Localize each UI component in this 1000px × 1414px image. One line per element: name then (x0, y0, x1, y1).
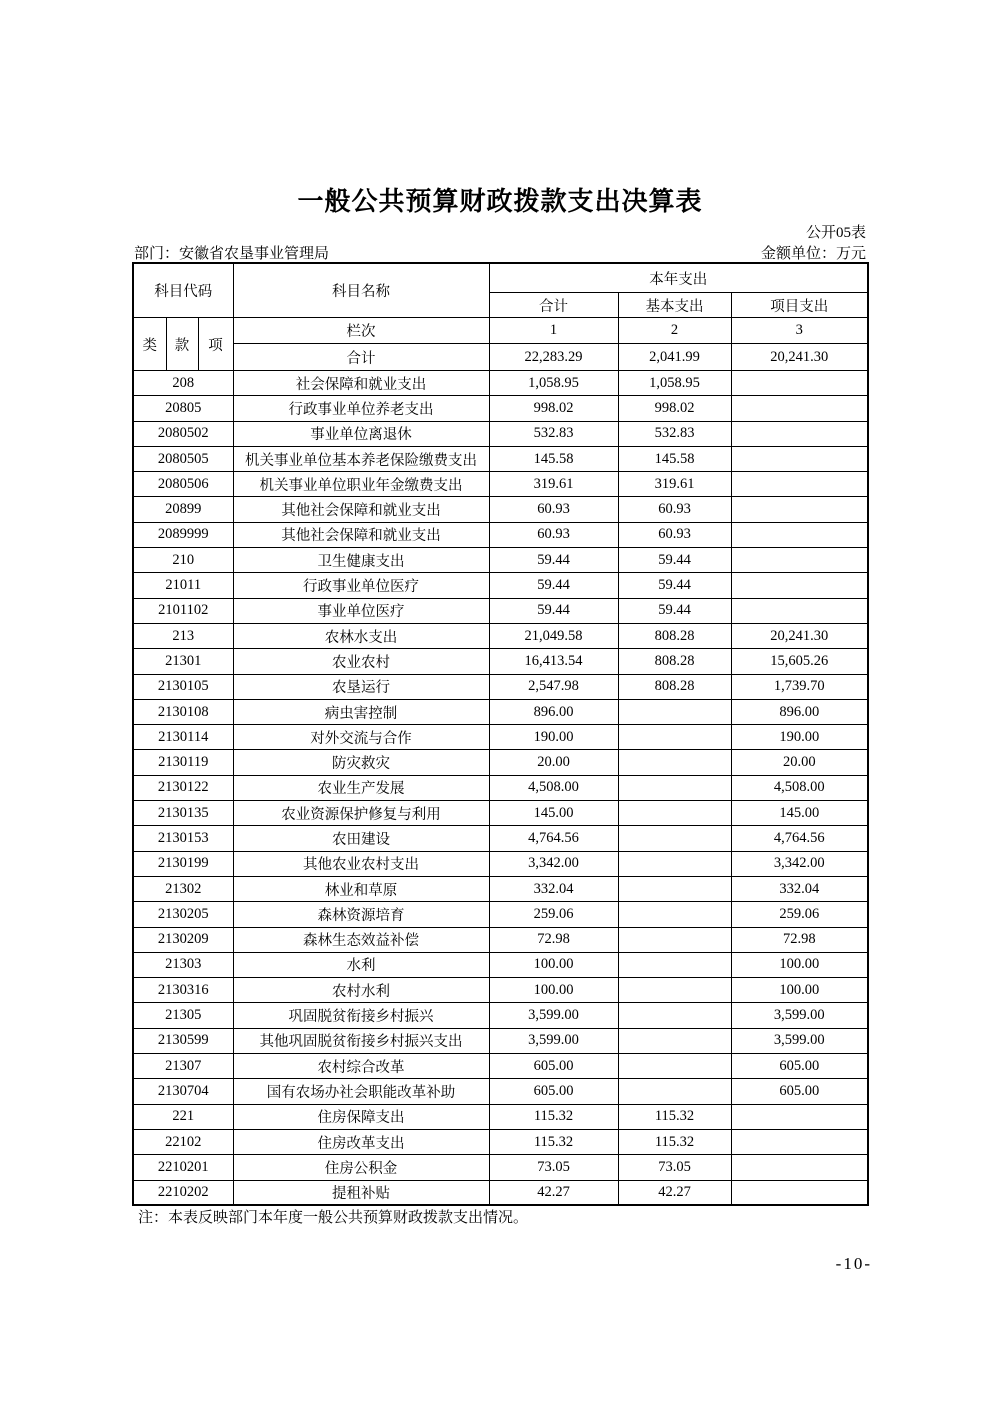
basic-amount-cell: 60.93 (618, 522, 731, 547)
header-project-expenditure: 项目支出 (731, 293, 868, 318)
subject-code-cell: 21303 (133, 952, 233, 977)
subject-name-cell: 其他农业农村支出 (233, 851, 489, 876)
meta-row (134, 242, 866, 263)
subject-name-cell: 其他社会保障和就业支出 (233, 522, 489, 547)
table-row (133, 952, 868, 977)
subject-code-cell: 210 (133, 548, 233, 573)
basic-amount-cell (618, 775, 731, 800)
table-row (133, 826, 868, 851)
total-amount-cell: 3,599.00 (489, 1003, 618, 1028)
header-rank-label: 栏次 (233, 318, 489, 344)
basic-amount-cell (618, 801, 731, 826)
subject-code-cell: 2130316 (133, 978, 233, 1003)
total-amount-cell: 3,599.00 (489, 1028, 618, 1053)
subject-name-cell: 森林资源培育 (233, 902, 489, 927)
subject-name-cell: 行政事业单位养老支出 (233, 396, 489, 421)
total-amount-cell: 73.05 (489, 1155, 618, 1180)
subject-name-cell: 国有农场办社会职能改革补助 (233, 1079, 489, 1104)
form-number-label: 公开05表 (805, 225, 866, 241)
table-row (133, 573, 868, 598)
subject-code-cell: 21301 (133, 649, 233, 674)
basic-amount-cell: 532.83 (618, 421, 731, 446)
page-number: -10- (835, 1254, 872, 1273)
subject-name-cell: 行政事业单位医疗 (233, 573, 489, 598)
subject-name-cell: 社会保障和就业支出 (233, 371, 489, 396)
table-row (133, 497, 868, 522)
project-amount-cell: 1,739.70 (731, 674, 868, 699)
table-row (133, 725, 868, 750)
subject-code-cell: 2130199 (133, 851, 233, 876)
table-row (133, 472, 868, 497)
table-row (133, 902, 868, 927)
subject-code-cell: 2210202 (133, 1180, 233, 1205)
total-amount-cell: 100.00 (489, 952, 618, 977)
basic-amount-cell: 319.61 (618, 472, 731, 497)
grand-total-project-amount: 20,241.30 (731, 344, 868, 371)
subject-code-cell: 20899 (133, 497, 233, 522)
project-amount-cell: 20,241.30 (731, 623, 868, 648)
total-amount-cell: 60.93 (489, 497, 618, 522)
subject-name-cell: 农业资源保护修复与利用 (233, 801, 489, 826)
basic-amount-cell (618, 902, 731, 927)
basic-amount-cell (618, 750, 731, 775)
subject-code-cell: 20805 (133, 396, 233, 421)
basic-amount-cell (618, 876, 731, 901)
subject-code-cell: 2080505 (133, 446, 233, 471)
table-row (133, 801, 868, 826)
project-amount-cell: 605.00 (731, 1079, 868, 1104)
table-row (133, 978, 868, 1003)
subject-code-cell: 2130122 (133, 775, 233, 800)
grand-total-label: 合计 (233, 344, 489, 371)
subject-name-cell: 巩固脱贫衔接乡村振兴 (233, 1003, 489, 1028)
subject-code-cell: 2130599 (133, 1028, 233, 1053)
basic-amount-cell: 59.44 (618, 598, 731, 623)
table-row (133, 548, 868, 573)
header-basic-expenditure: 基本支出 (618, 293, 731, 318)
subject-code-cell: 2089999 (133, 522, 233, 547)
basic-amount-cell: 115.32 (618, 1129, 731, 1154)
unit-label: 金额单位：万元 (760, 246, 866, 262)
project-amount-cell (731, 371, 868, 396)
subject-code-cell: 2130119 (133, 750, 233, 775)
total-amount-cell: 42.27 (489, 1180, 618, 1205)
basic-amount-cell: 73.05 (618, 1155, 731, 1180)
subject-code-cell: 2130108 (133, 699, 233, 724)
subject-name-cell: 农业生产发展 (233, 775, 489, 800)
basic-amount-cell (618, 1003, 731, 1028)
header-subject-code: 科目代码 (133, 263, 233, 318)
total-amount-cell: 21,049.58 (489, 623, 618, 648)
header-rank-1: 1 (489, 318, 618, 344)
table-row (133, 1104, 868, 1129)
subject-name-cell: 农村水利 (233, 978, 489, 1003)
basic-amount-cell (618, 725, 731, 750)
project-amount-cell (731, 396, 868, 421)
subject-name-cell: 其他巩固脱贫衔接乡村振兴支出 (233, 1028, 489, 1053)
project-amount-cell (731, 598, 868, 623)
total-amount-cell: 2,547.98 (489, 674, 618, 699)
subject-name-cell: 农田建设 (233, 826, 489, 851)
basic-amount-cell (618, 978, 731, 1003)
subject-name-cell: 提租补贴 (233, 1180, 489, 1205)
project-amount-cell: 100.00 (731, 978, 868, 1003)
table-row (133, 876, 868, 901)
basic-amount-cell: 808.28 (618, 674, 731, 699)
table-row (133, 699, 868, 724)
total-amount-cell: 259.06 (489, 902, 618, 927)
table-row (133, 522, 868, 547)
project-amount-cell (731, 472, 868, 497)
basic-amount-cell (618, 851, 731, 876)
header-row-1 (133, 263, 868, 293)
department-label: 部门：安徽省农垦事业管理局 (134, 246, 330, 262)
basic-amount-cell (618, 952, 731, 977)
basic-amount-cell: 59.44 (618, 548, 731, 573)
total-amount-cell: 59.44 (489, 573, 618, 598)
table-row (133, 1180, 868, 1205)
basic-amount-cell: 808.28 (618, 649, 731, 674)
total-amount-cell: 1,058.95 (489, 371, 618, 396)
subject-code-cell: 2130153 (133, 826, 233, 851)
subject-code-cell: 21011 (133, 573, 233, 598)
basic-amount-cell (618, 1028, 731, 1053)
project-amount-cell: 4,764.56 (731, 826, 868, 851)
project-amount-cell (731, 421, 868, 446)
subject-name-cell: 病虫害控制 (233, 699, 489, 724)
total-amount-cell: 59.44 (489, 598, 618, 623)
subject-code-cell: 21305 (133, 1003, 233, 1028)
project-amount-cell (731, 1155, 868, 1180)
basic-amount-cell: 115.32 (618, 1104, 731, 1129)
total-amount-cell: 605.00 (489, 1079, 618, 1104)
header-subject-name: 科目名称 (233, 263, 489, 318)
table-row (133, 1028, 868, 1053)
header-rank-2: 2 (618, 318, 731, 344)
total-amount-cell: 190.00 (489, 725, 618, 750)
subject-code-cell: 21307 (133, 1054, 233, 1079)
basic-amount-cell: 60.93 (618, 497, 731, 522)
table-row (133, 371, 868, 396)
total-amount-cell: 319.61 (489, 472, 618, 497)
project-amount-cell (731, 1180, 868, 1205)
project-amount-cell: 259.06 (731, 902, 868, 927)
basic-amount-cell: 145.58 (618, 446, 731, 471)
project-amount-cell: 145.00 (731, 801, 868, 826)
table-row (133, 1003, 868, 1028)
subject-name-cell: 事业单位医疗 (233, 598, 489, 623)
subject-name-cell: 林业和草原 (233, 876, 489, 901)
project-amount-cell (731, 497, 868, 522)
project-amount-cell: 3,599.00 (731, 1003, 868, 1028)
subject-name-cell: 防灾救灾 (233, 750, 489, 775)
subject-code-cell: 213 (133, 623, 233, 648)
basic-amount-cell (618, 1079, 731, 1104)
grand-total-amount: 22,283.29 (489, 344, 618, 371)
project-amount-cell: 896.00 (731, 699, 868, 724)
project-amount-cell (731, 1104, 868, 1129)
subject-code-cell: 2130704 (133, 1079, 233, 1104)
subject-name-cell: 农业农村 (233, 649, 489, 674)
subject-code-cell: 21302 (133, 876, 233, 901)
project-amount-cell: 4,508.00 (731, 775, 868, 800)
project-amount-cell: 3,599.00 (731, 1028, 868, 1053)
subject-code-cell: 2101102 (133, 598, 233, 623)
subject-code-cell: 221 (133, 1104, 233, 1129)
project-amount-cell: 3,342.00 (731, 851, 868, 876)
subject-code-cell: 2130114 (133, 725, 233, 750)
total-amount-cell: 145.00 (489, 801, 618, 826)
subject-code-cell: 2080502 (133, 421, 233, 446)
project-amount-cell (731, 522, 868, 547)
subject-name-cell: 机关事业单位基本养老保险缴费支出 (233, 446, 489, 471)
table-row (133, 1079, 868, 1104)
project-amount-cell (731, 446, 868, 471)
table-row (133, 674, 868, 699)
total-amount-cell: 998.02 (489, 396, 618, 421)
header-total: 合计 (489, 293, 618, 318)
subject-name-cell: 农垦运行 (233, 674, 489, 699)
total-amount-cell: 4,764.56 (489, 826, 618, 851)
subject-code-cell: 2080506 (133, 472, 233, 497)
basic-amount-cell: 808.28 (618, 623, 731, 648)
header-col-class: 类 (133, 318, 166, 371)
table-row (133, 750, 868, 775)
basic-amount-cell (618, 1054, 731, 1079)
project-amount-cell (731, 1129, 868, 1154)
basic-amount-cell: 998.02 (618, 396, 731, 421)
grand-total-basic-amount: 2,041.99 (618, 344, 731, 371)
table-row (133, 1054, 868, 1079)
subject-name-cell: 其他社会保障和就业支出 (233, 497, 489, 522)
header-col-section: 款 (166, 318, 198, 371)
subject-name-cell: 住房公积金 (233, 1155, 489, 1180)
total-amount-cell: 332.04 (489, 876, 618, 901)
basic-amount-cell: 42.27 (618, 1180, 731, 1205)
project-amount-cell (731, 573, 868, 598)
expenditure-table (132, 262, 869, 1206)
table-row (133, 421, 868, 446)
grand-total-row (133, 344, 868, 371)
subject-code-cell: 2130135 (133, 801, 233, 826)
table-row (133, 775, 868, 800)
table-row (133, 927, 868, 952)
project-amount-cell: 100.00 (731, 952, 868, 977)
project-amount-cell: 332.04 (731, 876, 868, 901)
project-amount-cell: 15,605.26 (731, 649, 868, 674)
subject-code-cell: 2210201 (133, 1155, 233, 1180)
total-amount-cell: 3,342.00 (489, 851, 618, 876)
total-amount-cell: 115.32 (489, 1129, 618, 1154)
total-amount-cell: 532.83 (489, 421, 618, 446)
table-note: 注：本表反映部门本年度一般公共预算财政拨款支出情况。 (138, 1210, 529, 1226)
subject-name-cell: 农林水支出 (233, 623, 489, 648)
total-amount-cell: 4,508.00 (489, 775, 618, 800)
subject-name-cell: 水利 (233, 952, 489, 977)
total-amount-cell: 59.44 (489, 548, 618, 573)
header-current-year-expenditure: 本年支出 (489, 263, 868, 293)
table-row (133, 649, 868, 674)
subject-name-cell: 机关事业单位职业年金缴费支出 (233, 472, 489, 497)
subject-code-cell: 208 (133, 371, 233, 396)
total-amount-cell: 115.32 (489, 1104, 618, 1129)
project-amount-cell: 72.98 (731, 927, 868, 952)
table-row (133, 623, 868, 648)
basic-amount-cell: 59.44 (618, 573, 731, 598)
table-row (133, 446, 868, 471)
total-amount-cell: 100.00 (489, 978, 618, 1003)
subject-code-cell: 2130209 (133, 927, 233, 952)
total-amount-cell: 60.93 (489, 522, 618, 547)
header-col-item: 项 (198, 318, 233, 371)
table-row (133, 598, 868, 623)
subject-name-cell: 农村综合改革 (233, 1054, 489, 1079)
total-amount-cell: 896.00 (489, 699, 618, 724)
subject-code-cell: 2130205 (133, 902, 233, 927)
header-row-3 (133, 318, 868, 344)
subject-name-cell: 事业单位离退休 (233, 421, 489, 446)
subject-name-cell: 住房保障支出 (233, 1104, 489, 1129)
table-row (133, 1129, 868, 1154)
table-body (133, 371, 868, 1206)
project-amount-cell: 605.00 (731, 1054, 868, 1079)
basic-amount-cell (618, 927, 731, 952)
total-amount-cell: 16,413.54 (489, 649, 618, 674)
table-row (133, 396, 868, 421)
basic-amount-cell (618, 699, 731, 724)
table-row (133, 1155, 868, 1180)
total-amount-cell: 145.58 (489, 446, 618, 471)
table-row (133, 851, 868, 876)
subject-name-cell: 住房改革支出 (233, 1129, 489, 1154)
page-title: 一般公共预算财政拨款支出决算表 (297, 187, 703, 217)
header-rank-3: 3 (731, 318, 868, 344)
project-amount-cell: 190.00 (731, 725, 868, 750)
basic-amount-cell (618, 826, 731, 851)
project-amount-cell: 20.00 (731, 750, 868, 775)
subject-code-cell: 22102 (133, 1129, 233, 1154)
subject-name-cell: 森林生态效益补偿 (233, 927, 489, 952)
project-amount-cell (731, 548, 868, 573)
basic-amount-cell: 1,058.95 (618, 371, 731, 396)
subject-name-cell: 卫生健康支出 (233, 548, 489, 573)
subject-name-cell: 对外交流与合作 (233, 725, 489, 750)
total-amount-cell: 605.00 (489, 1054, 618, 1079)
subject-code-cell: 2130105 (133, 674, 233, 699)
total-amount-cell: 20.00 (489, 750, 618, 775)
total-amount-cell: 72.98 (489, 927, 618, 952)
